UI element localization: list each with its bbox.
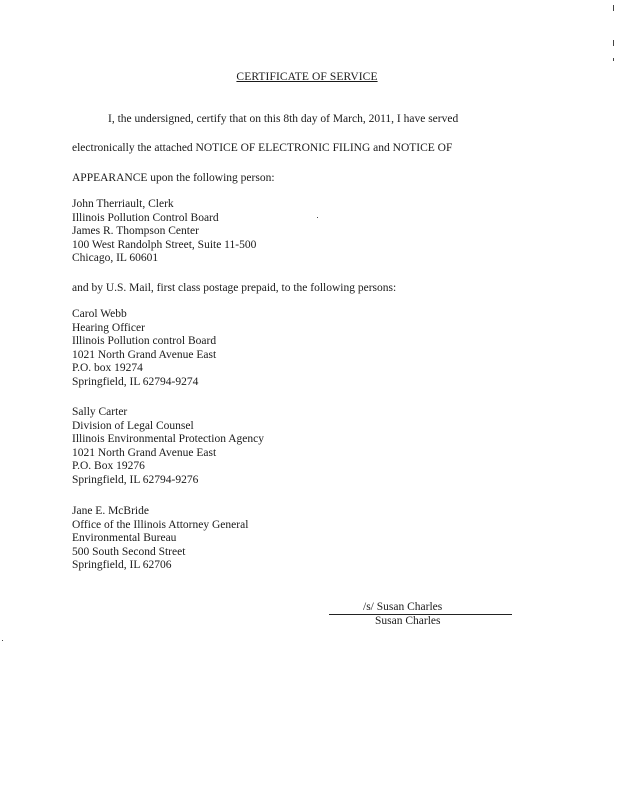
signature-text: /s/ Susan Charles	[363, 601, 443, 613]
address-line: 500 South Second Street	[72, 545, 186, 558]
address-line: P.O. box 19274	[72, 362, 143, 375]
address-line: Environmental Bureau	[72, 532, 177, 545]
address-line: Springfield, IL 62794-9274	[72, 375, 199, 388]
recipient-block-3	[72, 505, 248, 573]
address-line: 1021 North Grand Avenue East	[72, 446, 217, 459]
intro-line-1: I, the undersigned, certify that on this 8th day of March, 2011, I have served	[108, 113, 459, 125]
recipient-block-1	[72, 308, 216, 390]
address-line: John Therriault, Clerk	[72, 198, 174, 210]
address-line: Springfield, IL 62794-9276	[72, 473, 199, 486]
address-line: P.O. Box 19276	[72, 460, 145, 473]
scan-artifact	[613, 58, 614, 61]
address-line: Jane E. McBride	[72, 505, 149, 517]
page-title: CERTIFICATE OF SERVICE	[236, 71, 378, 83]
address-line: Illinois Pollution control Board	[72, 335, 217, 348]
address-line: Office of the Illinois Attorney General	[72, 518, 249, 531]
address-line: James R. Thompson Center	[72, 225, 199, 238]
recipient-block-2	[72, 406, 264, 488]
address-line: Carol Webb	[72, 308, 127, 320]
address-line: 100 West Randolph Street, Suite 11-500	[72, 238, 257, 251]
recipient-electronic-block	[72, 198, 256, 266]
address-line: Division of Legal Counsel	[72, 419, 194, 432]
scan-artifact	[2, 640, 3, 641]
address-line: Illinois Pollution Control Board	[72, 211, 219, 224]
address-line: Illinois Environmental Protection Agency	[72, 433, 264, 446]
address-line: Springfield, IL 62706	[72, 559, 172, 572]
scan-artifact	[613, 40, 614, 46]
mail-line: and by U.S. Mail, first class postage prepaid, to the following persons:	[72, 282, 397, 294]
scan-artifact	[317, 217, 318, 218]
address-line: 1021 North Grand Avenue East	[72, 348, 217, 361]
address-line: Chicago, IL 60601	[72, 252, 159, 265]
address-line: Hearing Officer	[72, 321, 145, 334]
address-line: Sally Carter	[72, 406, 128, 418]
intro-line-2: electronically the attached NOTICE OF ELECTRONIC FILING and NOTICE OF	[72, 142, 453, 154]
scan-artifact	[613, 5, 614, 11]
signature-name: Susan Charles	[375, 615, 441, 627]
intro-line-3: APPEARANCE upon the following person:	[72, 172, 275, 184]
